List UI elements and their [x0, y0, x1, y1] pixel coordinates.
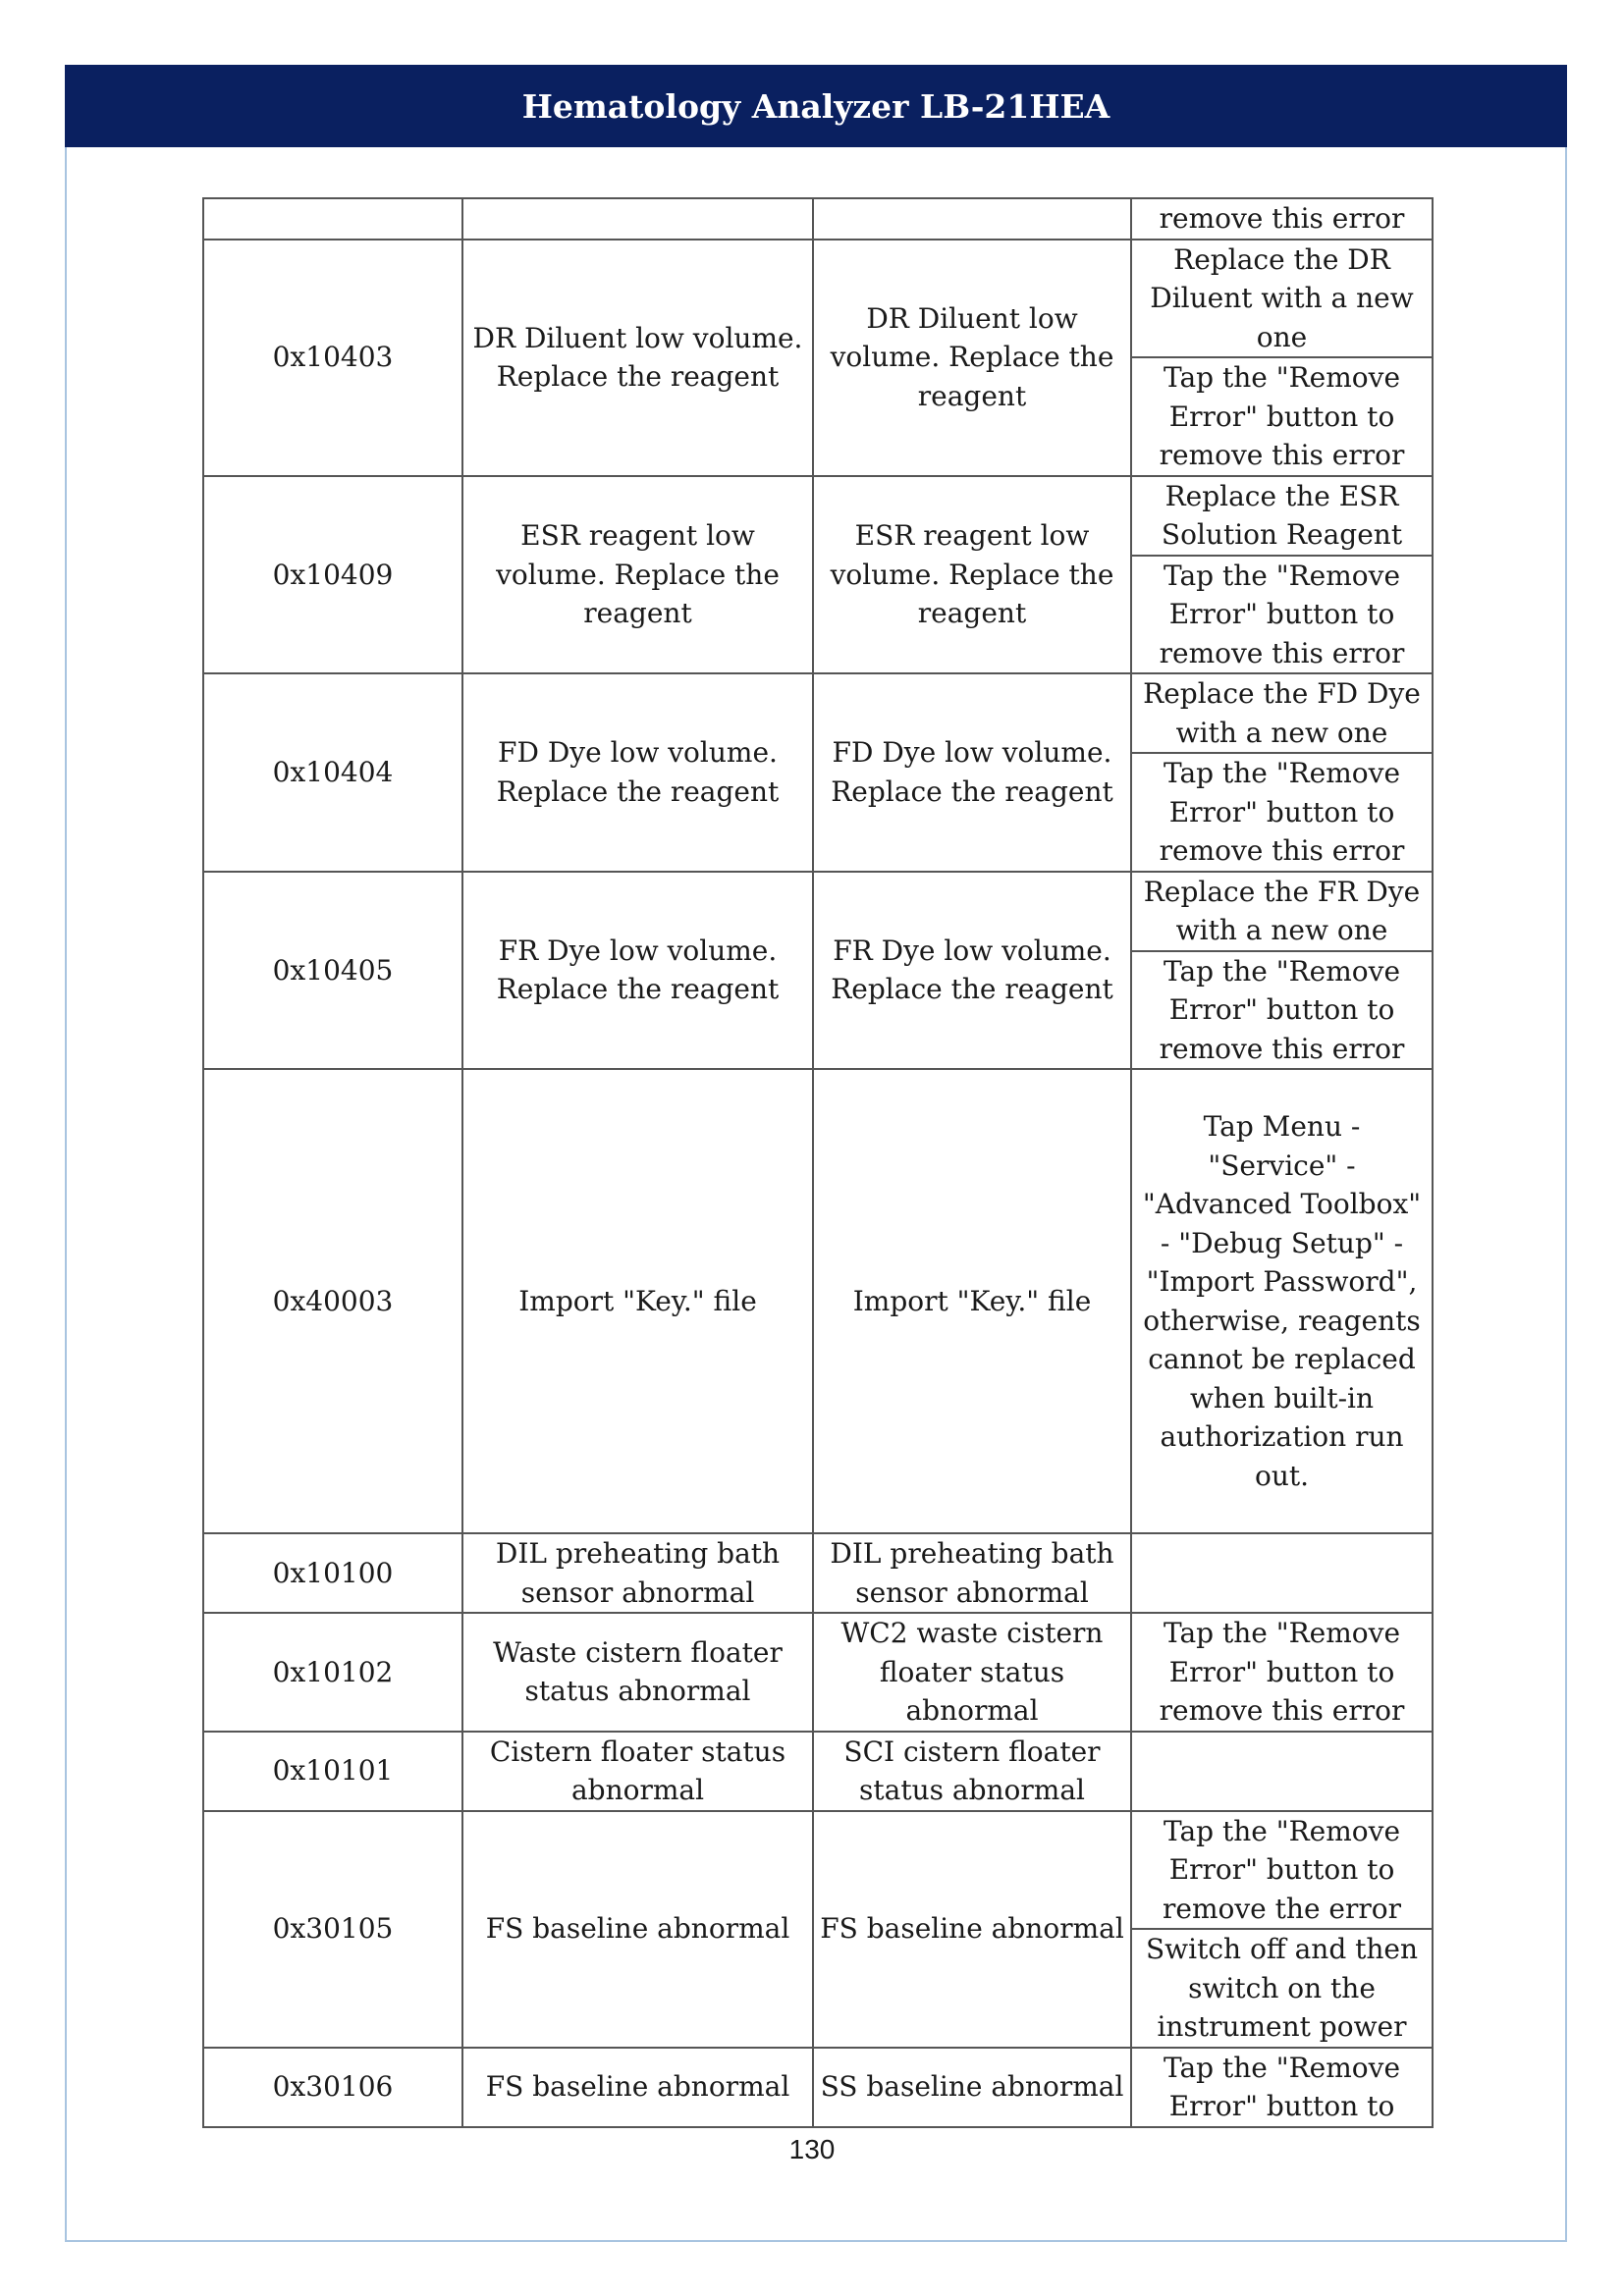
error-description-cell: ESR reagent low volume. Replace the reagent: [462, 476, 813, 674]
error-action-cell: Tap the "Remove Error" button to remove this error: [1131, 1613, 1433, 1732]
error-action-cell: Tap the "Remove Error" button to: [1131, 2048, 1433, 2127]
error-description-cell: FD Dye low volume. Replace the reagent: [462, 673, 813, 872]
error-code-cell: 0x10102: [203, 1613, 462, 1732]
table-row: [203, 476, 1433, 556]
table-row: [203, 240, 1433, 358]
error-action-cell: Replace the DR Diluent with a new one: [1131, 240, 1433, 358]
error-action-cell: [1131, 1732, 1433, 1811]
table-row: [203, 1533, 1433, 1613]
error-code-cell: 0x10403: [203, 240, 462, 476]
error-action-cell: Tap the "Remove Error" button to remove this error: [1131, 753, 1433, 872]
error-code-cell: 0x10405: [203, 872, 462, 1070]
error-cause-cell: SCI cistern floater status abnormal: [813, 1732, 1131, 1811]
error-cause-cell: WC2 waste cistern floater status abnormal: [813, 1613, 1131, 1732]
error-action-cell: Tap the "Remove Error" button to remove this error: [1131, 951, 1433, 1070]
error-cause-cell: ESR reagent low volume. Replace the reagent: [813, 476, 1131, 674]
error-action-cell: Tap the "Remove Error" button to remove the error: [1131, 1811, 1433, 1930]
table-row: [203, 1069, 1433, 1533]
error-action-cell: Switch off and then switch on the instrument power: [1131, 1929, 1433, 2048]
error-action-cell: Tap the "Remove Error" button to remove this error: [1131, 357, 1433, 476]
error-action-cell: Tap the "Remove Error" button to remove this error: [1131, 556, 1433, 674]
document-title: Hematology Analyzer LB-21HEA: [521, 86, 1110, 126]
error-action-cell: remove this error: [1131, 198, 1433, 240]
error-action-cell: Replace the FD Dye with a new one: [1131, 673, 1433, 753]
error-cause-cell: SS baseline abnormal: [813, 2048, 1131, 2127]
error-description-cell: DIL preheating bath sensor abnormal: [462, 1533, 813, 1613]
error-action-cell: Replace the ESR Solution Reagent: [1131, 476, 1433, 556]
table-row: [203, 1732, 1433, 1811]
document-header-banner: [65, 65, 1567, 147]
error-description-cell: Import "Key." file: [462, 1069, 813, 1533]
error-cause-cell: FD Dye low volume. Replace the reagent: [813, 673, 1131, 872]
error-description-cell: [462, 198, 813, 240]
error-code-cell: 0x10404: [203, 673, 462, 872]
error-action-cell: Tap Menu - "Service" - "Advanced Toolbox" - "Debug Setup" - "Import Password", otherwise, reagents cannot be replaced when built-in authorization run out.: [1131, 1069, 1433, 1533]
table-row: [203, 1613, 1433, 1732]
error-cause-cell: FS baseline abnormal: [813, 1811, 1131, 2048]
error-code-cell: 0x10409: [203, 476, 462, 674]
error-code-cell: 0x40003: [203, 1069, 462, 1533]
error-code-cell: 0x30105: [203, 1811, 462, 2048]
error-cause-cell: DR Diluent low volume. Replace the reagent: [813, 240, 1131, 476]
error-description-cell: FS baseline abnormal: [462, 2048, 813, 2127]
error-code-cell: 0x10101: [203, 1732, 462, 1811]
error-action-cell: [1131, 1533, 1433, 1613]
error-description-cell: Waste cistern floater status abnormal: [462, 1613, 813, 1732]
error-code-table: [202, 197, 1434, 2128]
table-row: [203, 1811, 1433, 1930]
table-row: [203, 198, 1433, 240]
error-cause-cell: [813, 198, 1131, 240]
error-code-cell: 0x30106: [203, 2048, 462, 2127]
table-row: [203, 673, 1433, 753]
error-code-cell: 0x10100: [203, 1533, 462, 1613]
error-description-cell: FS baseline abnormal: [462, 1811, 813, 2048]
error-description-cell: Cistern floater status abnormal: [462, 1732, 813, 1811]
table-row: [203, 872, 1433, 951]
error-cause-cell: Import "Key." file: [813, 1069, 1131, 1533]
table-row: [203, 2048, 1433, 2127]
error-cause-cell: DIL preheating bath sensor abnormal: [813, 1533, 1131, 1613]
error-description-cell: FR Dye low volume. Replace the reagent: [462, 872, 813, 1070]
error-description-cell: DR Diluent low volume. Replace the reagent: [462, 240, 813, 476]
error-code-cell: [203, 198, 462, 240]
error-action-cell: Replace the FR Dye with a new one: [1131, 872, 1433, 951]
error-cause-cell: FR Dye low volume. Replace the reagent: [813, 872, 1131, 1070]
page-number: 130: [788, 2134, 836, 2164]
